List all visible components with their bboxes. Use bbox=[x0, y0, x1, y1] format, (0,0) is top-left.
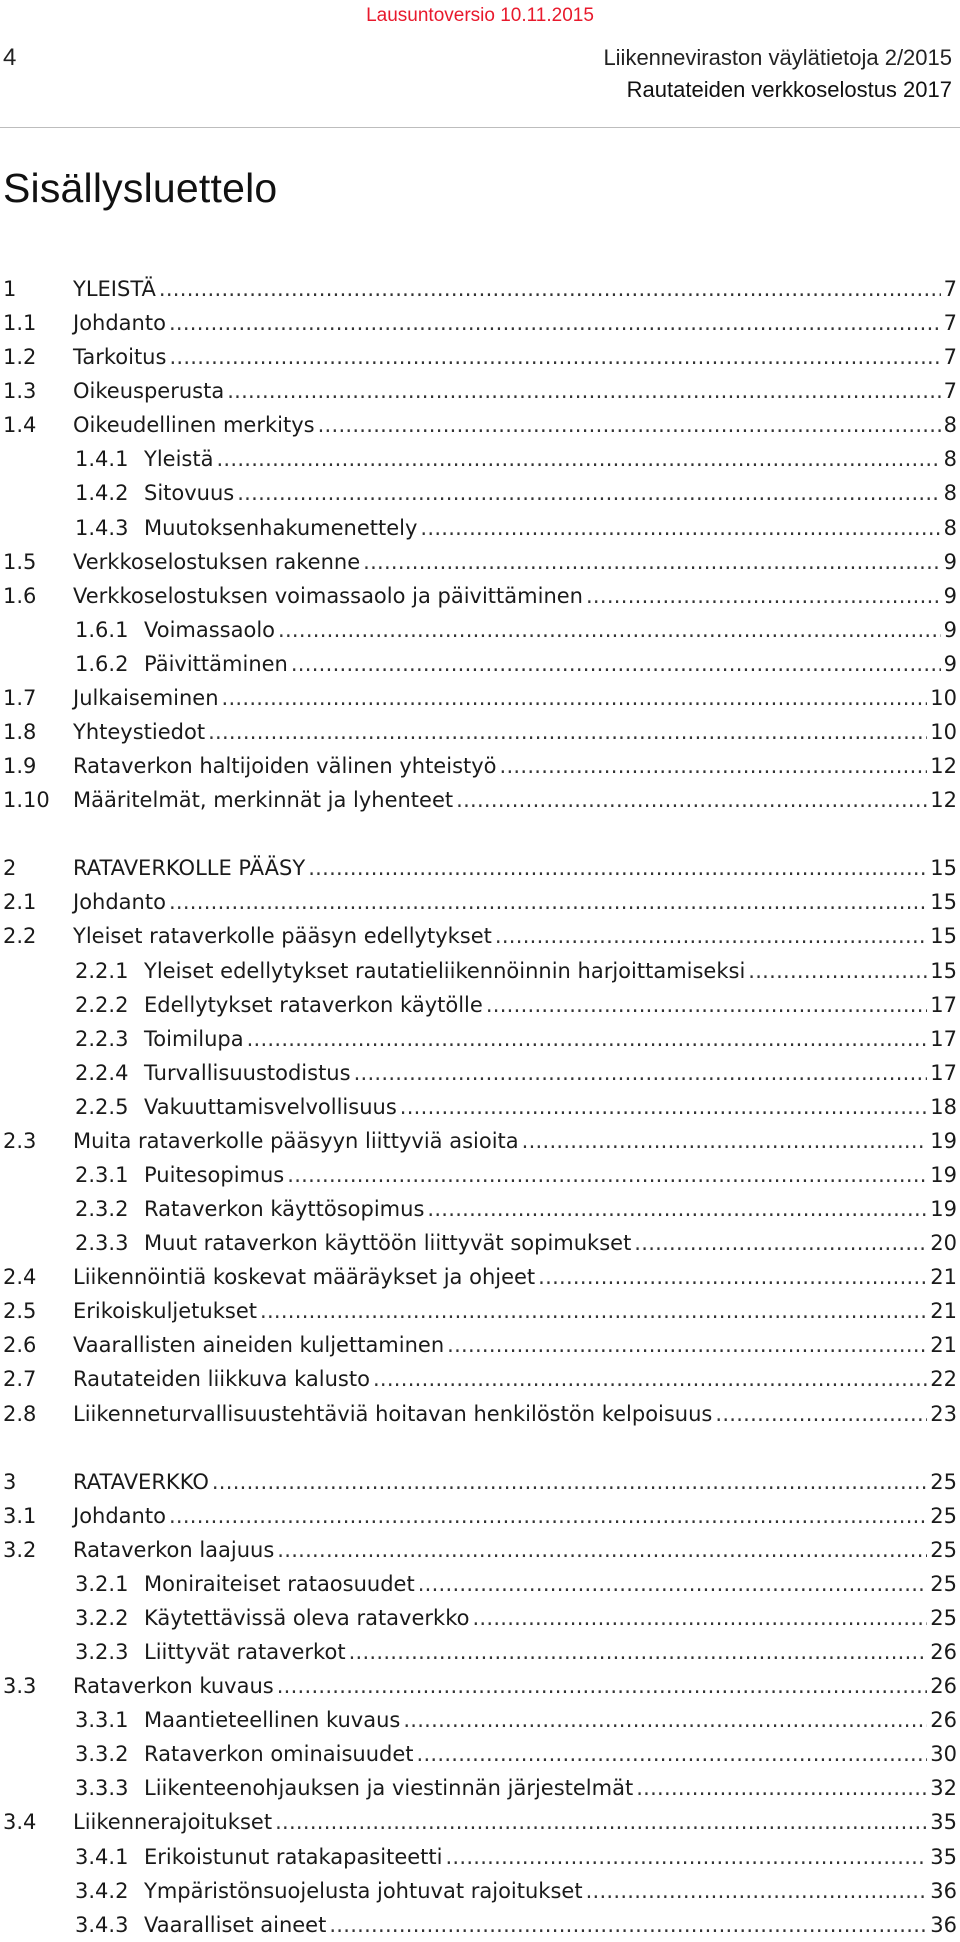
toc-entry-title: Tarkoitus bbox=[73, 345, 167, 370]
toc-entry[interactable] bbox=[0, 1771, 960, 1805]
toc-entry-page: 7 bbox=[943, 311, 957, 336]
toc-entry-page: 9 bbox=[943, 583, 957, 608]
toc-entry-number: 1.6.2 bbox=[75, 651, 129, 676]
dot-leader bbox=[169, 340, 940, 374]
toc-entry-number: 1.3 bbox=[3, 379, 37, 404]
toc-entry[interactable] bbox=[0, 1362, 960, 1396]
toc-entry-title: Toimilupa bbox=[144, 1026, 244, 1051]
toc-entry-title: Vakuuttamisvelvollisuus bbox=[144, 1094, 397, 1119]
toc-entry[interactable] bbox=[0, 579, 960, 613]
toc-entry-page: 21 bbox=[930, 1265, 957, 1290]
toc-entry[interactable] bbox=[0, 511, 960, 545]
toc-entry-page: 19 bbox=[930, 1197, 957, 1222]
toc-entry-title: Rataverkon kuvaus bbox=[73, 1674, 274, 1699]
toc-entry-page: 10 bbox=[930, 685, 957, 710]
toc-entry[interactable] bbox=[0, 340, 960, 374]
toc-entry-page: 35 bbox=[930, 1844, 957, 1869]
toc-entry-page: 25 bbox=[930, 1605, 957, 1630]
toc-entry-number: 1.4.2 bbox=[75, 481, 129, 506]
toc-entry-title: Turvallisuustodistus bbox=[144, 1060, 351, 1085]
toc-entry-page: 10 bbox=[930, 720, 957, 745]
toc-entry-title: Muutoksenhakumenettely bbox=[144, 515, 418, 540]
toc-entry-title: Edellytykset rataverkon käytölle bbox=[144, 992, 483, 1017]
toc-entry-page: 26 bbox=[930, 1708, 957, 1733]
publication-header bbox=[603, 42, 952, 106]
draft-version-label: Lausuntoversio 10.11.2015 bbox=[366, 5, 594, 26]
toc-entry-page: 19 bbox=[930, 1128, 957, 1153]
toc-entry-number: 3 bbox=[3, 1469, 17, 1494]
dot-leader bbox=[260, 1294, 927, 1328]
toc-entry[interactable] bbox=[0, 783, 960, 817]
toc-entry-title: Rataverkon ominaisuudet bbox=[144, 1742, 414, 1767]
toc-entry[interactable] bbox=[0, 1022, 960, 1056]
toc-entry-number: 2.3.2 bbox=[75, 1197, 129, 1222]
page-title: Sisällysluettelo bbox=[3, 165, 278, 211]
toc-entry-number: 1.6.1 bbox=[75, 617, 129, 642]
toc-entry[interactable] bbox=[0, 954, 960, 988]
dot-leader bbox=[308, 851, 927, 885]
toc-entry[interactable] bbox=[0, 1260, 960, 1294]
toc-entry[interactable] bbox=[0, 1499, 960, 1533]
dot-leader bbox=[447, 1328, 927, 1362]
dot-leader bbox=[715, 1397, 927, 1431]
dot-leader bbox=[169, 885, 927, 919]
toc-entry-title: Yleiset edellytykset rautatieliikennöinnin harjoittamiseksi bbox=[144, 958, 746, 983]
dot-leader bbox=[403, 1703, 927, 1737]
dot-leader bbox=[495, 919, 927, 953]
toc-entry-title: Liikenteenohjauksen ja viestinnän järjestelmät bbox=[144, 1776, 634, 1801]
toc-entry-title: RATAVERKKO bbox=[73, 1469, 209, 1494]
dot-leader bbox=[277, 1533, 927, 1567]
toc-entry-title: Liikennöintiä koskevat määräykset ja ohjeet bbox=[73, 1265, 536, 1290]
toc-entry[interactable] bbox=[0, 545, 960, 579]
toc-entry-title: Johdanto bbox=[73, 890, 166, 915]
toc-entry-title: YLEISTÄ bbox=[73, 277, 156, 301]
toc-entry-number: 3.1 bbox=[3, 1503, 37, 1528]
toc-entry-number: 2.5 bbox=[3, 1299, 37, 1324]
toc-entry[interactable] bbox=[0, 1805, 960, 1839]
toc-entry-title: Yhteystiedot bbox=[73, 720, 206, 745]
dot-leader bbox=[634, 1226, 927, 1260]
dot-leader bbox=[318, 408, 941, 442]
toc-entry[interactable] bbox=[0, 374, 960, 408]
dot-leader bbox=[400, 1090, 927, 1124]
toc-entry-page: 15 bbox=[930, 890, 957, 915]
dot-leader bbox=[169, 306, 941, 340]
toc-entry-page: 15 bbox=[930, 856, 957, 881]
toc-entry[interactable] bbox=[0, 681, 960, 715]
toc-entry-title: Rautateiden liikkuva kalusto bbox=[73, 1367, 370, 1392]
dot-leader bbox=[237, 476, 940, 510]
dot-leader bbox=[208, 715, 927, 749]
toc-entry[interactable] bbox=[0, 1294, 960, 1328]
toc-entry-title: Oikeusperusta bbox=[73, 379, 225, 404]
toc-entry[interactable] bbox=[0, 1669, 960, 1703]
toc-entry-number: 1.2 bbox=[3, 345, 37, 370]
toc-entry-title: Liittyvät rataverkot bbox=[144, 1640, 346, 1665]
toc-entry-title: Liikenneturvallisuustehtäviä hoitavan henkilöstön kelpoisuus bbox=[73, 1401, 713, 1426]
toc-entry-page: 30 bbox=[930, 1742, 957, 1767]
toc-entry[interactable] bbox=[0, 1465, 960, 1499]
toc-entry-page: 7 bbox=[943, 379, 957, 404]
toc-entry-number: 1.4.1 bbox=[75, 447, 129, 472]
toc-entry-number: 3.4.2 bbox=[75, 1878, 129, 1903]
toc-entry-number: 3.2.2 bbox=[75, 1605, 129, 1630]
toc-entry-page: 9 bbox=[943, 549, 957, 574]
toc-entry-title: Ympäristönsuojelusta johtuvat rajoitukset bbox=[144, 1878, 583, 1903]
toc-entry-number: 3.3.1 bbox=[75, 1708, 129, 1733]
toc-entry[interactable] bbox=[0, 1533, 960, 1567]
toc-entry-page: 17 bbox=[930, 1060, 957, 1085]
toc-entry-number: 2.2.1 bbox=[75, 958, 129, 983]
toc-entry-number: 2.3.1 bbox=[75, 1163, 129, 1187]
toc-entry-number: 1.4.3 bbox=[75, 515, 129, 540]
toc-entry[interactable] bbox=[0, 1737, 960, 1771]
toc-entry[interactable] bbox=[0, 613, 960, 647]
dot-leader bbox=[456, 783, 927, 817]
toc-entry-number: 2.2.4 bbox=[75, 1060, 129, 1085]
toc-entry-number: 1.6 bbox=[3, 583, 37, 608]
toc-entry-number: 1.10 bbox=[3, 788, 50, 813]
toc-entry-page: 18 bbox=[930, 1094, 957, 1119]
dot-leader bbox=[427, 1192, 927, 1226]
dot-leader bbox=[216, 442, 940, 476]
toc-entry[interactable] bbox=[0, 1124, 960, 1158]
dot-leader bbox=[222, 681, 928, 715]
dot-leader bbox=[418, 1567, 928, 1601]
toc-entry-page: 35 bbox=[930, 1810, 957, 1835]
dot-leader bbox=[169, 1499, 927, 1533]
dot-leader bbox=[291, 647, 941, 681]
dot-leader bbox=[329, 1908, 927, 1942]
toc-entry-page: 7 bbox=[943, 277, 957, 301]
toc-entry-title: Maantieteellinen kuvaus bbox=[144, 1708, 401, 1733]
dot-leader bbox=[278, 613, 941, 647]
toc-entry-page: 7 bbox=[943, 345, 957, 370]
toc-entry-page: 21 bbox=[930, 1333, 957, 1358]
toc-entry-number: 2.7 bbox=[3, 1367, 37, 1392]
dot-leader bbox=[445, 1840, 927, 1874]
toc-entry-title: Yleiset rataverkolle pääsyn edellytykset bbox=[73, 924, 492, 949]
toc-entry-title: Päivittäminen bbox=[144, 651, 288, 676]
toc-entry-title: Käytettävissä oleva rataverkko bbox=[144, 1605, 470, 1630]
toc-entry[interactable] bbox=[0, 1090, 960, 1124]
toc-entry-page: 8 bbox=[943, 447, 957, 472]
toc-entry[interactable] bbox=[0, 1056, 960, 1090]
toc-entry-number: 3.4.1 bbox=[75, 1844, 129, 1869]
toc-entry-title: Rataverkon käyttösopimus bbox=[144, 1197, 425, 1222]
dot-leader bbox=[417, 1737, 928, 1771]
toc-entry-number: 2.2.3 bbox=[75, 1026, 129, 1051]
toc-entry-number: 1.8 bbox=[3, 720, 37, 745]
toc-entry-number: 1.7 bbox=[3, 685, 37, 710]
toc-entry-title: Verkkoselostuksen rakenne bbox=[73, 549, 361, 574]
dot-leader bbox=[287, 1158, 927, 1192]
toc-entry-page: 23 bbox=[930, 1401, 957, 1426]
dot-leader bbox=[420, 511, 940, 545]
toc-entry-title: Oikeudellinen merkitys bbox=[73, 413, 315, 438]
publication-title: Rautateiden verkkoselostus 2017 bbox=[626, 77, 952, 102]
toc-entry[interactable] bbox=[0, 1601, 960, 1635]
toc-entry[interactable] bbox=[0, 1397, 960, 1431]
toc-entry-title: Voimassaolo bbox=[144, 617, 276, 642]
toc-entry-page: 17 bbox=[930, 992, 957, 1017]
dot-leader bbox=[500, 749, 928, 783]
toc-entry-number: 3.2.1 bbox=[75, 1571, 129, 1596]
toc-entry[interactable] bbox=[0, 476, 960, 510]
toc-entry-title: Vaarallisten aineiden kuljettaminen bbox=[73, 1333, 445, 1358]
toc-entry[interactable] bbox=[0, 1703, 960, 1737]
dot-leader bbox=[636, 1771, 927, 1805]
publication-series: Liikenneviraston väylätietoja 2/2015 bbox=[603, 45, 952, 70]
dot-leader bbox=[748, 954, 927, 988]
toc-entry[interactable] bbox=[0, 1840, 960, 1874]
toc-entry-title: Moniraiteiset rataosuudet bbox=[144, 1571, 415, 1596]
toc-entry-number: 3.4.3 bbox=[75, 1912, 129, 1937]
toc-entry-title: Liikennerajoitukset bbox=[73, 1810, 273, 1835]
dot-leader bbox=[277, 1669, 928, 1703]
toc-entry-title: RATAVERKOLLE PÄÄSY bbox=[73, 856, 306, 881]
toc-entry-number: 1.1 bbox=[3, 311, 37, 336]
page-number: 4 bbox=[3, 44, 17, 71]
toc-entry[interactable] bbox=[0, 1158, 960, 1192]
dot-leader bbox=[373, 1362, 927, 1396]
toc-entry-number: 2.2.5 bbox=[75, 1094, 129, 1119]
toc-entry-page: 17 bbox=[930, 1026, 957, 1051]
toc-entry-number: 2.2.2 bbox=[75, 992, 129, 1017]
dot-leader bbox=[522, 1124, 928, 1158]
toc-entry-title: Muut rataverkon käyttöön liittyvät sopimukset bbox=[144, 1231, 632, 1256]
toc-entry-title: Muita rataverkolle pääsyyn liittyviä asioita bbox=[73, 1128, 519, 1153]
toc-entry-number: 2.4 bbox=[3, 1265, 37, 1290]
dot-leader bbox=[159, 272, 941, 306]
toc-entry-title: Johdanto bbox=[73, 311, 166, 336]
toc-entry-page: 25 bbox=[930, 1503, 957, 1528]
toc-entry-title: Julkaiseminen bbox=[73, 685, 219, 710]
dot-leader bbox=[227, 374, 940, 408]
toc-entry-title: Sitovuus bbox=[144, 481, 235, 506]
toc-entry[interactable] bbox=[0, 1874, 960, 1908]
toc-entry[interactable] bbox=[0, 919, 960, 953]
toc-entry-page: 26 bbox=[930, 1674, 957, 1699]
header-divider bbox=[0, 127, 960, 128]
dot-leader bbox=[212, 1465, 927, 1499]
dot-leader bbox=[586, 579, 941, 613]
dot-leader bbox=[354, 1056, 928, 1090]
toc-entry-title: Erikoistunut ratakapasiteetti bbox=[144, 1844, 443, 1869]
dot-leader bbox=[363, 545, 941, 579]
toc-entry[interactable] bbox=[0, 1226, 960, 1260]
toc-entry-page: 32 bbox=[930, 1776, 957, 1801]
toc-entry-page: 12 bbox=[930, 788, 957, 813]
toc-entry[interactable] bbox=[0, 1192, 960, 1226]
toc-entry-title: Määritelmät, merkinnät ja lyhenteet bbox=[73, 788, 454, 813]
toc-entry-number: 1.5 bbox=[3, 549, 37, 574]
toc-entry-number: 2.3 bbox=[3, 1128, 37, 1153]
dot-leader bbox=[486, 988, 927, 1022]
toc-entry-page: 20 bbox=[930, 1231, 957, 1256]
toc-entry[interactable] bbox=[0, 647, 960, 681]
toc-entry[interactable] bbox=[0, 851, 960, 885]
toc-entry-number: 2.1 bbox=[3, 890, 37, 915]
toc-entry-number: 1.9 bbox=[3, 754, 37, 779]
toc-entry-title: Rataverkon haltijoiden välinen yhteistyö bbox=[73, 754, 497, 779]
dot-leader bbox=[472, 1601, 927, 1635]
toc-entry-page: 22 bbox=[930, 1367, 957, 1392]
toc-entry-title: Yleistä bbox=[144, 447, 214, 472]
dot-leader bbox=[538, 1260, 927, 1294]
toc-entry-number: 3.4 bbox=[3, 1810, 37, 1835]
toc-entry[interactable] bbox=[0, 715, 960, 749]
dot-leader bbox=[247, 1022, 928, 1056]
toc-entry-title: Verkkoselostuksen voimassaolo ja päivittäminen bbox=[73, 583, 583, 608]
toc-entry-number: 3.3.3 bbox=[75, 1776, 129, 1801]
toc-entry-title: Rataverkon laajuus bbox=[73, 1537, 275, 1562]
toc-entry[interactable] bbox=[0, 306, 960, 340]
toc-entry-page: 25 bbox=[930, 1571, 957, 1596]
toc-entry-number: 2.2 bbox=[3, 924, 37, 949]
toc-entry-number: 2.3.3 bbox=[75, 1231, 129, 1256]
dot-leader bbox=[349, 1635, 928, 1669]
toc-entry-page: 8 bbox=[943, 515, 957, 540]
toc-entry-page: 9 bbox=[943, 651, 957, 676]
toc-entry-page: 36 bbox=[930, 1912, 957, 1937]
toc-entry[interactable] bbox=[0, 885, 960, 919]
toc-entry[interactable] bbox=[0, 1908, 960, 1942]
toc-entry-page: 8 bbox=[943, 413, 957, 438]
toc-entry-page: 8 bbox=[943, 481, 957, 506]
toc-entry[interactable] bbox=[0, 272, 960, 306]
toc-entry-number: 3.3 bbox=[3, 1674, 37, 1699]
toc-entry-page: 19 bbox=[930, 1163, 957, 1187]
toc-entry[interactable] bbox=[0, 1328, 960, 1362]
toc-entry-page: 15 bbox=[930, 924, 957, 949]
toc-entry-number: 3.3.2 bbox=[75, 1742, 129, 1767]
toc-entry[interactable] bbox=[0, 988, 960, 1022]
toc-entry-number: 3.2.3 bbox=[75, 1640, 129, 1665]
toc-entry-number: 1.4 bbox=[3, 413, 37, 438]
toc-entry-number: 3.2 bbox=[3, 1537, 37, 1562]
toc-entry-page: 21 bbox=[930, 1299, 957, 1324]
toc-entry-page: 12 bbox=[930, 754, 957, 779]
toc-entry-page: 15 bbox=[930, 958, 957, 983]
toc-entry-page: 26 bbox=[930, 1640, 957, 1665]
toc-entry[interactable] bbox=[0, 1567, 960, 1601]
toc-entry-title: Puitesopimus bbox=[144, 1163, 285, 1187]
dot-leader bbox=[275, 1805, 927, 1839]
toc-entry-title: Vaaralliset aineet bbox=[144, 1912, 327, 1937]
toc-entry-page: 9 bbox=[943, 617, 957, 642]
dot-leader bbox=[586, 1874, 928, 1908]
toc-entry[interactable] bbox=[0, 408, 960, 442]
toc-entry-title: Johdanto bbox=[73, 1503, 166, 1528]
toc-entry[interactable] bbox=[0, 442, 960, 476]
toc-entry-page: 25 bbox=[930, 1537, 957, 1562]
toc-entry-number: 2 bbox=[3, 856, 17, 881]
toc-entry-number: 2.6 bbox=[3, 1333, 37, 1358]
toc-entry[interactable] bbox=[0, 749, 960, 783]
toc-entry-number: 2.8 bbox=[3, 1401, 37, 1426]
toc-entry-number: 1 bbox=[3, 277, 17, 301]
toc-entry-page: 36 bbox=[930, 1878, 957, 1903]
toc-entry-title: Erikoiskuljetukset bbox=[73, 1299, 257, 1324]
toc-entry-page: 25 bbox=[930, 1469, 957, 1494]
toc-entry[interactable] bbox=[0, 1635, 960, 1669]
